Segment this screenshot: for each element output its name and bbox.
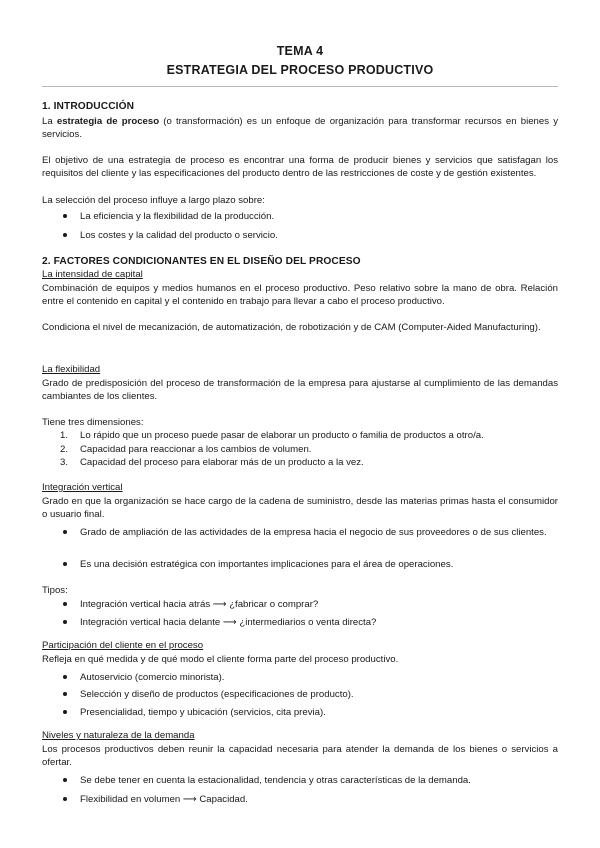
intro-p1-bold: estrategia de proceso: [56, 116, 160, 127]
capital-paragraph-2: Condiciona el nivel de mecanización, de automatización, de robotización y de CAM (Computer-Aided Manufacturing).: [42, 322, 541, 333]
list-item: La eficiencia y la flexibilidad de la producción.: [80, 211, 275, 222]
flex-paragraph-2: Tiene tres dimensiones:: [42, 417, 144, 428]
flex-paragraph-1: Grado de predisposición del proceso de transformación de la empresa para ajustarse al cumplimiento de las demandas cambiantes de los clientes.: [42, 378, 558, 403]
tipos-label: Tipos:: [42, 585, 68, 596]
intro-paragraph-2: El objetivo de una estrategia de proceso es encontrar una forma de producir bienes y servicios que satisfagan los requisitos del cliente y las especificaciones del producto dentro de las restricciones de coste y de gestión existentes.: [42, 155, 558, 180]
bullet-icon: [62, 562, 68, 568]
bullet-icon: [62, 620, 68, 626]
title-divider: [42, 86, 558, 87]
bullet-icon: [62, 692, 68, 698]
bullet-icon: [62, 778, 68, 784]
section-2-heading: 2. FACTORES CONDICIONANTES EN EL DISEÑO DEL PROCESO: [42, 256, 361, 267]
list-item: Presencialidad, tiempo y ubicación (servicios, cita previa).: [80, 707, 326, 718]
vertical-paragraph-1: Grado en que la organización se hace cargo de la cadena de suministro, desde las materias primas hasta el consumidor o usuario final.: [42, 496, 558, 521]
list-item: Selección y diseño de productos (especificaciones de producto).: [80, 689, 354, 700]
subheading-vertical: Integración vertical: [42, 482, 123, 493]
numbered-item: Lo rápido que un proceso puede pasar de elaborar un producto o familia de productos a otro/a.: [80, 430, 484, 441]
intro-paragraph-3: La selección del proceso influye a largo plazo sobre:: [42, 195, 265, 206]
list-item: Grado de ampliación de las actividades de la empresa hacia el negocio de sus proveedores o de sus clientes.: [80, 527, 547, 538]
numbered-item: Capacidad del proceso para elaborar más de un producto a la vez.: [80, 457, 364, 468]
subheading-capital: La intensidad de capital: [42, 269, 143, 280]
bullet-icon: [62, 797, 68, 803]
list-number: 1.: [60, 430, 69, 441]
bullet-icon: [62, 233, 68, 239]
bullet-icon: [62, 530, 68, 536]
section-1-heading: 1. INTRODUCCIÓN: [42, 101, 135, 112]
intro-paragraph-1: [42, 115, 558, 141]
client-paragraph-1: Refleja en qué medida y de qué modo el cliente forma parte del proceso productivo.: [42, 654, 399, 665]
subheading-demand: Niveles y naturaleza de la demanda: [42, 730, 195, 741]
list-number: 3.: [60, 457, 69, 468]
topic-number: TEMA 4: [276, 44, 324, 58]
list-item: Integración vertical hacia atrás ⟶ ¿fabricar o comprar?: [80, 599, 319, 610]
list-item: Se debe tener en cuenta la estacionalidad, tendencia y otras características de la demanda.: [80, 775, 471, 786]
numbered-item: Capacidad para reaccionar a los cambios de volumen.: [80, 444, 312, 455]
subheading-flexibility: La flexibilidad: [42, 364, 101, 375]
bullet-icon: [62, 214, 68, 220]
capital-paragraph-1: Combinación de equipos y medios humanos en el proceso productivo. Peso relativo sobre la mano de obra. Relación entre el contenido en capital y el contenido en trabajo para llevar a cabo el proceso productivo.: [42, 283, 558, 308]
bullet-icon: [62, 675, 68, 681]
page-title: ESTRATEGIA DEL PROCESO PRODUCTIVO: [166, 63, 434, 77]
list-number: 2.: [60, 444, 69, 455]
list-item: Los costes y la calidad del producto o servicio.: [80, 230, 278, 241]
subheading-client: Participación del cliente en el proceso: [42, 640, 204, 651]
list-item: Flexibilidad en volumen ⟶ Capacidad.: [80, 794, 248, 805]
intro-p1-pre: La: [42, 116, 57, 127]
list-item: Autoservicio (comercio minorista).: [80, 672, 225, 683]
list-item: Integración vertical hacia delante ⟶ ¿intermediarios o venta directa?: [80, 617, 377, 628]
list-item: Es una decisión estratégica con importantes implicaciones para el área de operaciones.: [80, 559, 454, 570]
intro-p1-post: (o transformación) es un enfoque de organización para transformar recursos en bienes y servicios.: [42, 116, 558, 141]
bullet-icon: [62, 602, 68, 608]
bullet-icon: [62, 710, 68, 716]
demand-paragraph-1: Los procesos productivos deben reunir la capacidad necesaria para atender la demanda de los bienes o servicios a ofertar.: [42, 744, 558, 769]
